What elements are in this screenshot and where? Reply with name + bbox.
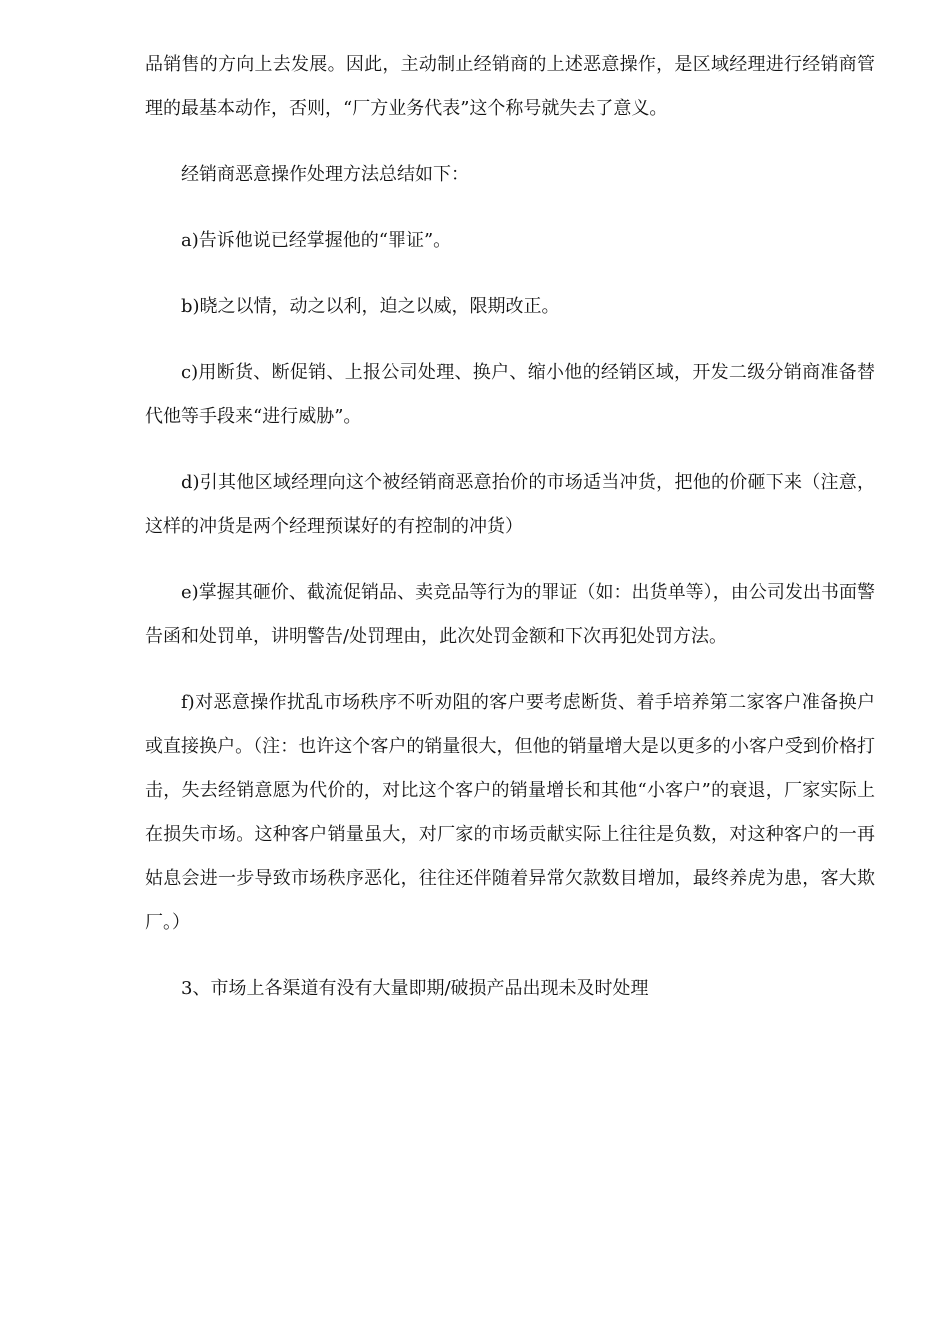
document-page: [145, 43, 875, 1033]
list-item-a: a)告诉他说已经掌握他的“罪证”。: [181, 230, 452, 251]
list-item-d: d)引其他区域经理向这个被经销商恶意抬价的市场适当冲货，把他的价砸下来（注意，这样的冲货是两个经理预谋好的有控制的冲货）: [145, 472, 875, 537]
list-item-f: f)对恶意操作扰乱市场秩序不听劝阻的客户要考虑断货、着手培养第二家客户准备换户或直接换户。（注：也许这个客户的销量很大，但他的销量增大是以更多的小客户受到价格打击，失去经销意愿为代价的，对比这个客户的销量增长和其他“小客户”的衰退，厂家实际上在损失市场。这种客户销量虽大，对厂家的市场贡献实际上往往是负数，对这种客户的一再姑息会进一步导致市场秩序恶化，往往还伴随着异常欠款数目增加，最终养虎为患，客大欺厂。）: [145, 692, 875, 933]
paragraph-summary-intro: 经销商恶意操作处理方法总结如下：: [181, 164, 469, 185]
paragraph-continuation: 品销售的方向上去发展。因此，主动制止经销商的上述恶意操作，是区域经理进行经销商管理的最基本动作，否则，“厂方业务代表”这个称号就失去了意义。: [145, 54, 875, 119]
list-item-e: e)掌握其砸价、截流促销品、卖竞品等行为的罪证（如：出货单等），由公司发出书面警告函和处罚单，讲明警告/处罚理由，此次处罚金额和下次再犯处罚方法。: [145, 582, 875, 647]
section-heading-3: 3、市场上各渠道有没有大量即期/破损产品出现未及时处理: [181, 978, 649, 999]
list-item-b: b)晓之以情，动之以利，迫之以威，限期改正。: [181, 296, 560, 317]
list-item-c: c)用断货、断促销、上报公司处理、换户、缩小他的经销区域，开发二级分销商准备替代他等手段来“进行威胁”。: [145, 362, 875, 427]
